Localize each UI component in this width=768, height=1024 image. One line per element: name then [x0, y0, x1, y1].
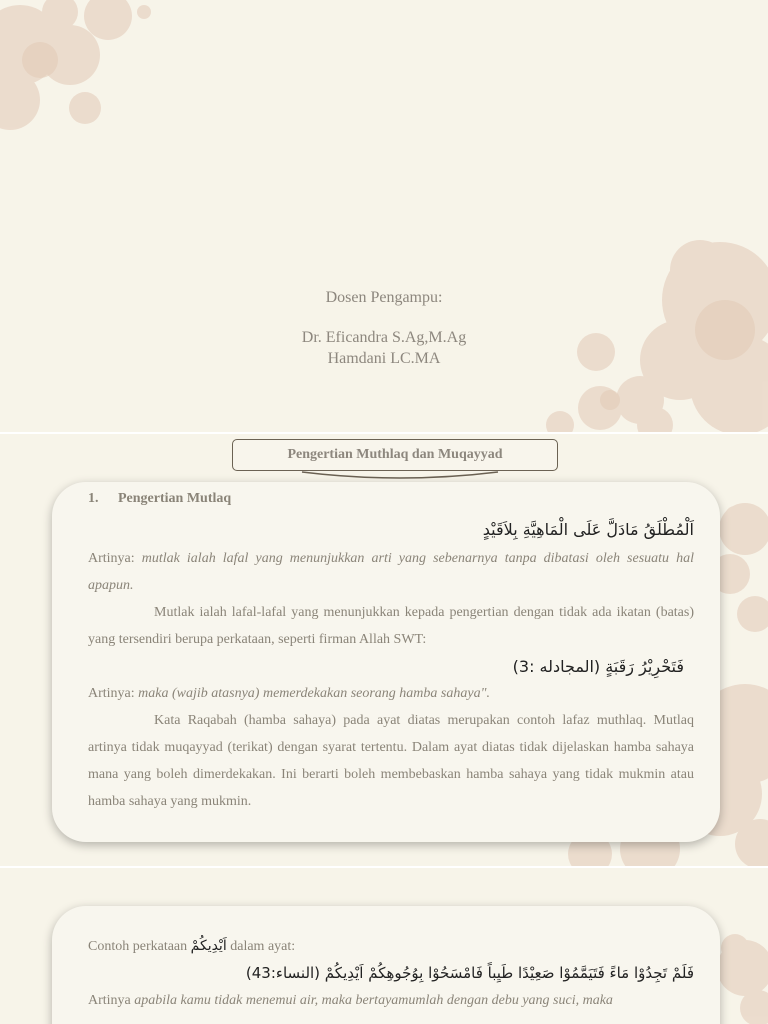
slide-credits [0, 0, 768, 432]
arabic-definition: اَلْمُطْلَقُ مَادَلَّ عَلَى الْمَاهِيَّةِ بِلاَقَيْدٍ [482, 520, 694, 539]
meaning-1 [88, 545, 694, 599]
lecturer-name-1: Dr. Eficandra S.Ag,M.Ag [301, 329, 467, 346]
section-title: Pengertian Mutlaq [118, 491, 232, 506]
content-card [52, 482, 720, 842]
slide-example [0, 868, 768, 1024]
example-line [88, 933, 694, 960]
meaning-2-text: maka (wajib atasnya) memerdekakan seorang hamba sahaya". [138, 686, 490, 701]
arabic-verse: فَتَحْرِيْرُ رَقَبَةٍ (المجادله :3) [512, 657, 684, 676]
section-number: 1. [88, 491, 99, 506]
meaning-1-text: mutlak ialah lafal yang menunjukkan arti yang sebenarnya tanpa dibatasi oleh sesuatu hal apapun. [88, 551, 695, 593]
paragraph-1: Mutlak ialah lafal-lafal yang menunjukkan kepada pengertian dengan tidak ada ikatan (batas) yang tersendiri berupa perkataan, seperti firman Allah SWT: [88, 605, 694, 647]
content-card [52, 906, 720, 1024]
lecturer-label: Dosen Pengampu: [325, 289, 443, 306]
example-suffix: dalam ayat: [230, 939, 296, 954]
meaning-prefix: Artinya [88, 993, 131, 1008]
section-heading [88, 485, 694, 512]
meaning-2 [88, 680, 694, 707]
example-prefix: Contoh perkataan [88, 939, 188, 954]
lecturer-name-2: Hamdani LC.MA [327, 350, 441, 367]
meaning-1-prefix: Artinya: [88, 551, 135, 566]
arabic-verse: فَلَمْ تَجِدُوْا مَاءً فَتَيَمَّمُوْا صَعِيْدًا طَيِباً فَامْسَحُوْا بِوُجُوهِكُمْ اَيْدِيكُمْ (النساء:43) [245, 964, 694, 982]
example-arabic-word: اَيْدِيكُمْ [190, 938, 227, 954]
slide-title: Pengertian Muthlaq dan Muqayyad [232, 439, 558, 471]
paragraph-2: Kata Raqabah (hamba sahaya) pada ayat diatas merupakan contoh lafaz muthlaq. Mutlaq artinya tidak muqayyad (terikat) dengan syarat tertentu. Dalam ayat diatas tidak dijelaskan hamba sahaya mana yang boleh dimerdekakan. Ini berarti boleh membebaskan hamba sahaya yang tidak mukmin atau hamba sahaya yang mukmin. [88, 713, 694, 809]
meaning [88, 987, 694, 1014]
slide-mutlaq [0, 434, 768, 866]
meaning-text: apabila kamu tidak menemui air, maka bertayamumlah dengan debu yang suci, maka [134, 993, 613, 1008]
meaning-2-prefix: Artinya: [88, 686, 135, 701]
